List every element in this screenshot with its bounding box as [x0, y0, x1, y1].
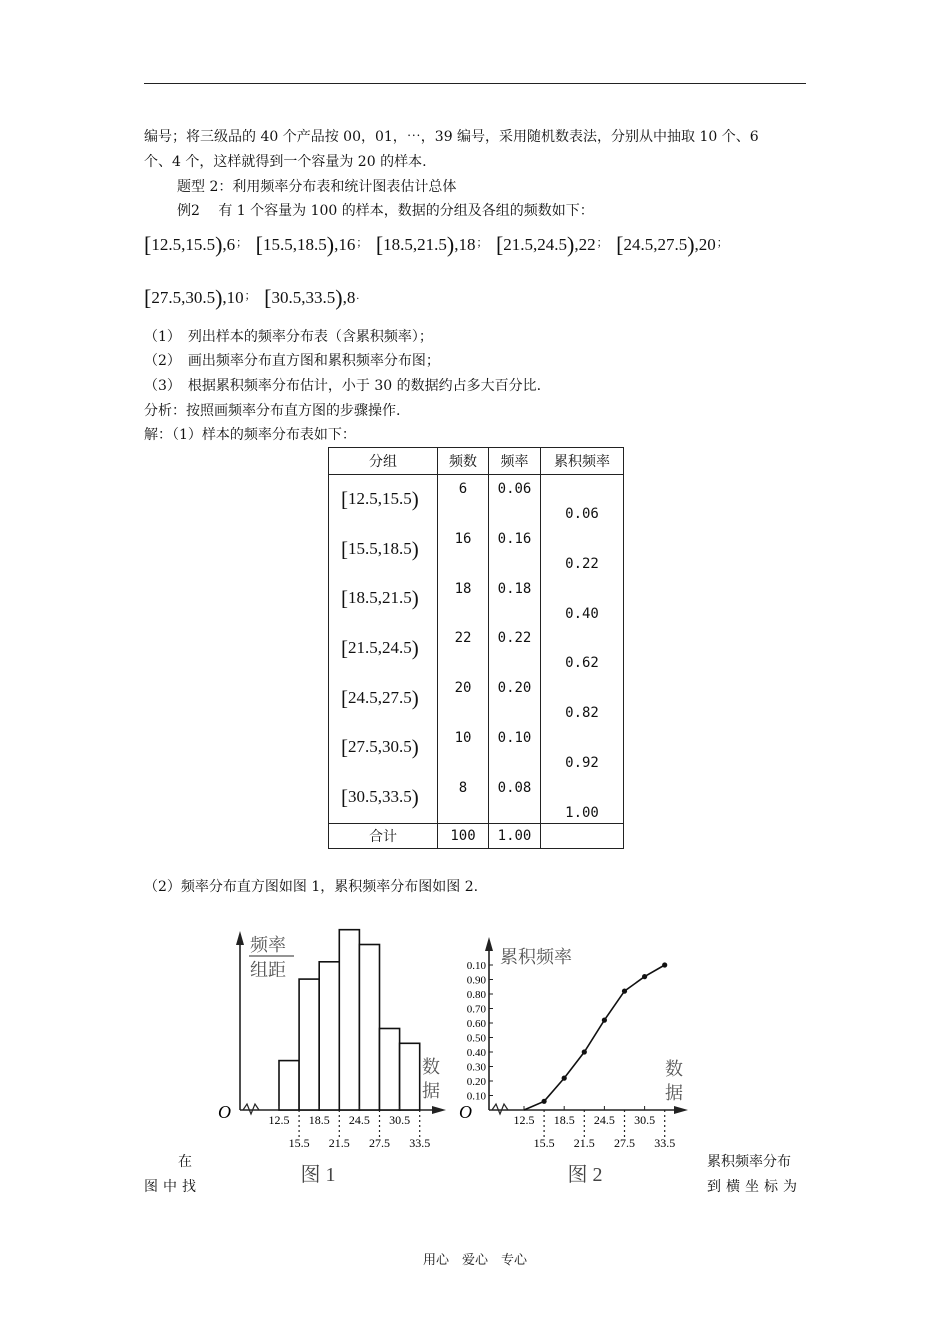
- figure-1-caption: 图 1: [300, 1164, 336, 1186]
- y-label-numerator: 频率: [250, 935, 286, 955]
- total-count: 100: [438, 824, 489, 849]
- cumulative-line: [524, 965, 665, 1110]
- table-cell-frequency: 0.06: [497, 481, 532, 497]
- table-row-range: [21.5,24.5): [341, 636, 419, 660]
- histogram-bar: [299, 979, 319, 1110]
- table-cell-frequency: 0.18: [497, 581, 532, 597]
- group-item: [24.5,27.5),20；: [616, 232, 728, 257]
- table-cell-count: 16: [454, 531, 472, 547]
- y-tick-label: 0.50: [466, 1032, 486, 1045]
- table-cell-cumulative: 0.82: [565, 705, 599, 721]
- text-right-b: 到横坐标为: [707, 1179, 802, 1195]
- count-column: [438, 475, 488, 823]
- histogram-bar: [380, 1028, 400, 1110]
- question-3: （3） 根据累积频率分布估计，小于 30 的数据约占多大百分比.: [144, 378, 542, 394]
- header-rule: [144, 83, 806, 84]
- table-cell-count: 6: [458, 481, 468, 497]
- group-list-line-1: [144, 232, 728, 258]
- group-column: [329, 475, 437, 823]
- table-cell-count: 10: [454, 730, 472, 746]
- figure-2-caption: 图 2: [567, 1164, 603, 1186]
- x-label-char-1: 数: [422, 1057, 440, 1077]
- axis-break-icon: [243, 1104, 259, 1114]
- table-row-range: [27.5,30.5): [341, 735, 419, 759]
- x-axis-arrow-icon: [674, 1106, 688, 1114]
- table-cell-frequency: 0.20: [497, 680, 532, 696]
- tick-label: 12.5: [268, 1113, 290, 1127]
- table-cell-frequency: 0.16: [497, 531, 532, 547]
- cumulative-point: [662, 962, 667, 967]
- frequency-column: [489, 475, 540, 823]
- cumulative-figure-2: [455, 935, 700, 1195]
- tick-label: 30.5: [634, 1113, 656, 1127]
- table-cell-frequency: 0.22: [497, 630, 532, 646]
- table-cell-count: 18: [454, 581, 472, 597]
- tick-label: 21.5: [573, 1136, 595, 1150]
- tick-label: 27.5: [614, 1136, 635, 1150]
- table-cell-cumulative: 0.62: [565, 655, 599, 671]
- table-cell-cumulative: 0.22: [565, 556, 599, 572]
- solution-intro: 解：（1）样本的频率分布表如下：: [144, 427, 356, 443]
- cumulative-column: [541, 475, 623, 823]
- y-tick-label: 0.10: [466, 1090, 486, 1103]
- y-tick-label: 0.60: [466, 1018, 486, 1030]
- table-cell-count: 8: [458, 780, 468, 796]
- cumulative-point: [582, 1049, 587, 1054]
- tick-label: 12.5: [513, 1113, 535, 1127]
- cumulative-point: [622, 989, 627, 994]
- y-tick-label: 0.40: [466, 1047, 486, 1059]
- page-footer: 用心 爱心 专心: [422, 1253, 527, 1268]
- group-item: [15.5,18.5),16；: [255, 232, 368, 257]
- y-tick-label: 0.90: [466, 974, 486, 987]
- histogram-bar: [319, 962, 339, 1110]
- question-2: （2） 画出频率分布直方图和累积频率分布图；: [144, 353, 440, 369]
- table-header-row: [329, 448, 624, 475]
- question-1: （1） 列出样本的频率分布表（含累积频率）；: [144, 329, 433, 345]
- group-item: [27.5,30.5),10；: [144, 285, 256, 310]
- tick-label: 33.5: [654, 1136, 676, 1150]
- group-item: [30.5,33.5),8.: [264, 285, 360, 310]
- histogram-bar: [400, 1043, 420, 1110]
- table-cell-cumulative: 1.00: [565, 805, 599, 821]
- x-label-char-1: 数: [665, 1059, 683, 1079]
- table-cell-count: 22: [454, 630, 472, 646]
- tick-label: 21.5: [328, 1136, 350, 1150]
- y-tick-label: 0.80: [466, 989, 486, 1001]
- table-row-range: [24.5,27.5): [341, 686, 419, 710]
- cumulative-point: [642, 974, 647, 979]
- y-axis-label: 累积频率: [500, 947, 572, 967]
- histogram-figure-1: [200, 925, 450, 1195]
- header-group: 分组: [329, 448, 438, 475]
- header-frequency: 频率: [489, 448, 541, 475]
- cumulative-point: [562, 1076, 567, 1081]
- analysis: 分析：按照画频率分布直方图的步骤操作.: [144, 403, 401, 419]
- subheading-type-2: 题型 2：利用频率分布表和统计图表估计总体: [177, 179, 457, 195]
- tick-label: 24.5: [348, 1113, 370, 1127]
- cumulative-x-ticks: [514, 1106, 676, 1150]
- table-row-range: [18.5,21.5): [341, 586, 419, 610]
- table-cell-frequency: 0.08: [497, 780, 532, 796]
- header-count: 频数: [438, 448, 489, 475]
- histogram-bars: [279, 930, 420, 1110]
- histogram-bar: [339, 930, 359, 1110]
- tick-label: 24.5: [593, 1113, 615, 1127]
- table-cell-cumulative: 0.40: [565, 606, 599, 622]
- table-row-range: [12.5,15.5): [341, 487, 419, 511]
- table-total-row: [329, 824, 624, 849]
- tick-label: 18.5: [308, 1113, 330, 1127]
- origin-label: O: [218, 1102, 231, 1122]
- tick-label: 15.5: [533, 1136, 555, 1150]
- frequency-table: [328, 447, 624, 849]
- tick-label: 27.5: [369, 1136, 390, 1150]
- x-axis-arrow-icon: [432, 1106, 446, 1114]
- tick-label: 18.5: [553, 1113, 575, 1127]
- table-row-range: [15.5,18.5): [341, 537, 419, 561]
- total-label: 合计: [329, 824, 438, 849]
- tick-label: 33.5: [409, 1136, 431, 1150]
- axis-break-icon: [492, 1104, 508, 1114]
- group-item: [12.5,15.5),6；: [144, 232, 248, 257]
- tick-label: 15.5: [288, 1136, 310, 1150]
- group-list-line-2: [144, 285, 359, 311]
- table-row-range: [30.5,33.5): [341, 785, 419, 809]
- group-item: [18.5,21.5),18；: [375, 232, 488, 257]
- y-tick-label: 0.70: [466, 1003, 486, 1016]
- header-cumulative: 累积频率: [541, 448, 624, 475]
- y-tick-label: 0.10: [466, 960, 486, 972]
- table-cell-cumulative: 0.06: [565, 506, 599, 522]
- text-left-a: 在: [178, 1154, 192, 1170]
- y-tick-label: 0.20: [466, 1076, 486, 1088]
- table-cell-cumulative: 0.92: [565, 755, 599, 771]
- histogram-bar: [279, 1061, 299, 1110]
- y-label-denominator: 组距: [250, 960, 286, 980]
- origin-label: O: [459, 1102, 472, 1122]
- y-axis-arrow-icon: [236, 931, 244, 945]
- text-left-b: 图中找: [144, 1179, 201, 1195]
- table-cell-frequency: 0.10: [497, 730, 532, 746]
- table-body: [329, 475, 624, 824]
- cumulative-point: [542, 1099, 547, 1104]
- x-label-char-2: 据: [665, 1083, 683, 1103]
- cumulative-point: [602, 1018, 607, 1023]
- histogram-bar: [359, 945, 379, 1110]
- paragraph-1: 编号；将三级品的 40 个产品按 00，01，⋯，39 编号，采用随机数表法，分别从中抽取 10 个、6: [144, 129, 759, 145]
- y-axis-arrow-icon: [485, 937, 493, 951]
- histogram-ticks: [269, 1106, 431, 1150]
- group-item: [21.5,24.5),22；: [495, 232, 608, 257]
- text-right-a: 累积频率分布: [707, 1154, 791, 1170]
- paragraph-2: 个、4 个，这样就得到一个容量为 20 的样本.: [144, 154, 427, 170]
- paragraph-figures: （2）频率分布直方图如图 1，累积频率分布图如图 2.: [144, 879, 479, 895]
- table-cell-count: 20: [454, 680, 472, 696]
- total-frequency: 1.00: [489, 824, 541, 849]
- y-tick-label: 0.30: [466, 1061, 486, 1074]
- x-label-char-2: 据: [422, 1081, 440, 1101]
- example-2-intro: 例2 有 1 个容量为 100 的样本，数据的分组及各组的频数如下：: [177, 203, 594, 219]
- tick-label: 30.5: [389, 1113, 411, 1127]
